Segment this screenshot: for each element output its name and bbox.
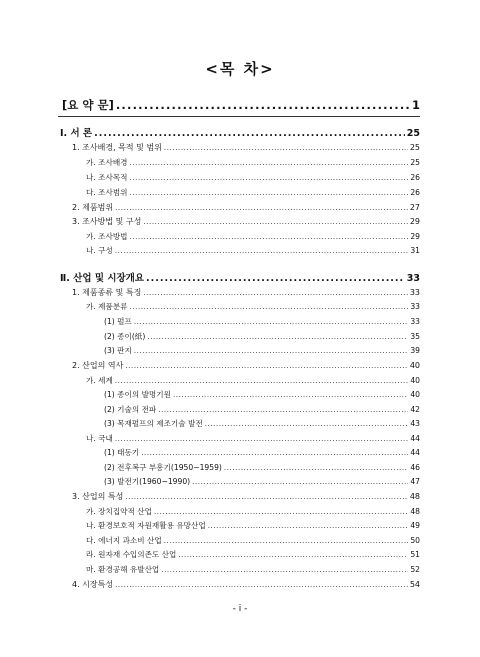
toc-entry-label: 가. 조사배경: [86, 158, 128, 167]
leader-dots: [130, 188, 409, 197]
toc-entry-label: 나. 조사목적: [86, 173, 128, 182]
toc-entry-chapter-1[interactable]: [60, 125, 420, 139]
toc-entry-page: 40: [410, 390, 420, 399]
toc-entry-label: (2) 기술의 전파: [104, 405, 157, 414]
toc-entry[interactable]: [72, 287, 420, 298]
toc-entry-label: [요 약 문]: [62, 98, 114, 112]
toc-entry[interactable]: [86, 187, 420, 198]
toc-entry-page: 29: [409, 217, 420, 226]
leader-dots: [130, 173, 409, 182]
leader-dots: [134, 317, 408, 326]
toc-entry-label: (3) 판지: [104, 346, 132, 355]
toc-entry[interactable]: [104, 447, 420, 458]
toc-entry-page: 26: [410, 188, 420, 197]
leader-dots: [130, 158, 409, 167]
toc-entry-page: 35: [410, 332, 420, 341]
toc-entry[interactable]: [104, 404, 420, 415]
toc-entry[interactable]: [86, 245, 420, 256]
leader-dots: [158, 405, 408, 414]
toc-entry-page: 48: [409, 492, 420, 501]
toc-entry-page: 44: [410, 448, 420, 457]
toc-entry-label: 3. 조사방법 및 구성: [72, 217, 142, 226]
toc-entry-page: 54: [409, 580, 420, 589]
toc-entry-page: 50: [410, 536, 420, 545]
toc-entry-label: (1) 태동기: [104, 448, 140, 457]
toc-entry-page: 52: [410, 565, 420, 574]
leader-dots: [143, 217, 407, 226]
leader-dots: [192, 477, 408, 486]
toc-entry-page: 49: [410, 521, 420, 530]
toc-entry-page: 25: [410, 158, 420, 167]
toc-entry-label: 가. 조사방법: [86, 232, 128, 241]
toc-entry-label: (1) 종이의 발명기원: [104, 390, 171, 399]
toc-entry-label: 나. 구성: [86, 246, 113, 255]
toc-entry-label: 2. 제품범위: [72, 203, 114, 212]
toc-entry[interactable]: [86, 520, 420, 531]
toc-entry[interactable]: [104, 462, 420, 473]
leader-dots: [115, 376, 408, 385]
toc-entry[interactable]: [86, 157, 420, 168]
leader-dots: [130, 232, 409, 241]
toc-entry-page: 39: [410, 346, 420, 355]
leader-dots: [147, 332, 408, 341]
toc-entry[interactable]: [86, 433, 420, 444]
toc-entry-page: 40: [409, 361, 420, 370]
toc-entry-label: 2. 산업의 역사: [72, 361, 124, 370]
leader-dots: [115, 246, 408, 255]
toc-entry-label: 다. 조사범위: [86, 188, 128, 197]
leader-dots: [164, 536, 409, 545]
leader-dots: [205, 419, 409, 428]
toc-entry-page: 47: [410, 477, 420, 486]
toc-entry-label: 3. 산업의 특성: [72, 492, 124, 501]
toc-entry-page: 25: [406, 128, 420, 139]
toc-entry[interactable]: [86, 231, 420, 242]
leader-dots: [116, 98, 410, 112]
toc-entry[interactable]: [104, 476, 420, 487]
toc-entry-label: (3) 목재펄프의 제조기술 발전: [104, 419, 203, 428]
toc-entry[interactable]: [104, 345, 420, 356]
toc-entry[interactable]: [72, 491, 420, 502]
toc-entry[interactable]: [86, 506, 420, 517]
toc-entry-label: 나. 환경보호적 자원재활용 유망산업: [86, 521, 206, 530]
toc-entry[interactable]: [86, 172, 420, 183]
toc-entry-page: 43: [410, 419, 420, 428]
toc-entry-label: 1. 제품종류 및 특징: [72, 288, 142, 297]
leader-dots: [161, 565, 408, 574]
toc-entry[interactable]: [72, 360, 420, 371]
leader-dots: [224, 463, 408, 472]
toc-entry[interactable]: [86, 564, 420, 575]
page-title: <목 차>: [205, 60, 275, 78]
leader-dots: [173, 390, 408, 399]
toc-entry[interactable]: [72, 202, 420, 213]
toc-entry[interactable]: [86, 535, 420, 546]
toc-entry-page: 26: [410, 173, 420, 182]
toc-entry-page: 27: [409, 203, 420, 212]
leader-dots: [115, 580, 408, 589]
toc-entry-page: 33: [410, 317, 420, 326]
toc-entry-label: 나. 국내: [86, 434, 113, 443]
leader-dots: [141, 448, 408, 457]
toc-entry[interactable]: [72, 579, 420, 590]
toc-entry-page: 31: [410, 246, 420, 255]
toc-entry-label: 가. 제품분류: [86, 302, 128, 311]
toc-entry[interactable]: [72, 216, 420, 227]
leader-dots: [134, 346, 408, 355]
toc-entry-page: 25: [409, 143, 420, 152]
leader-dots: [208, 521, 409, 530]
toc-entry-page: 29: [410, 232, 420, 241]
toc-entry-label: 1. 조사배경, 목적 및 범위: [72, 143, 162, 152]
leader-dots: [115, 203, 408, 212]
leader-dots: [143, 288, 407, 297]
leader-dots: [125, 361, 407, 370]
leader-dots: [146, 273, 405, 284]
toc-entry-page: 46: [410, 463, 420, 472]
toc-entry[interactable]: [104, 389, 420, 400]
toc-entry-page: 42: [410, 405, 420, 414]
toc-entry-label: 라. 원자재 수입의존도 산업: [86, 550, 177, 559]
toc-entry-page: 33: [409, 288, 420, 297]
toc-entry-label: (2) 종이(紙): [104, 332, 146, 341]
toc-entry-label: 가. 세계: [86, 376, 113, 385]
leader-dots: [178, 550, 408, 559]
toc-entry[interactable]: [86, 375, 420, 386]
toc-entry-page: 40: [410, 376, 420, 385]
toc-entry-label: (2) 전후복구 부흥기(1950~1959): [104, 463, 222, 472]
toc-entry-page: 51: [410, 550, 420, 559]
toc-entry-label: Ⅱ. 산업 및 시장개요: [60, 273, 145, 284]
toc-entry-label: 다. 에너지 과소비 산업: [86, 536, 162, 545]
toc-entry[interactable]: [104, 331, 420, 342]
toc-entry-label: (1) 펄프: [104, 317, 132, 326]
toc-entry-label: Ⅰ. 서 론: [60, 128, 93, 139]
toc-entry-page: 48: [410, 507, 420, 516]
toc-entry[interactable]: [72, 142, 420, 153]
leader-dots: [154, 507, 408, 516]
toc-entry-page: 44: [410, 434, 420, 443]
leader-dots: [125, 492, 407, 501]
toc-entry-summary[interactable]: [62, 97, 420, 113]
toc-entry-label: 마. 환경공해 유발산업: [86, 565, 160, 574]
toc-entry-label: (3) 발전기(1960~1990): [104, 477, 191, 486]
leader-dots: [130, 302, 409, 311]
page-number-footer: - i -: [232, 604, 248, 614]
toc-entry-page: 1: [411, 98, 420, 112]
toc-entry[interactable]: [86, 549, 420, 560]
toc-entry-page: 33: [410, 302, 420, 311]
toc-entry[interactable]: [104, 316, 420, 327]
divider: [58, 116, 420, 117]
toc-entry-chapter-2[interactable]: [60, 270, 420, 284]
toc-entry-label: 4. 시장특성: [72, 580, 114, 589]
toc-entry[interactable]: [86, 301, 420, 312]
toc-entry[interactable]: [104, 418, 420, 429]
leader-dots: [115, 434, 408, 443]
leader-dots: [164, 143, 408, 152]
toc-entry-page: 33: [406, 273, 420, 284]
leader-dots: [94, 128, 405, 139]
toc-entry-label: 가. 장치집약적 산업: [86, 507, 152, 516]
